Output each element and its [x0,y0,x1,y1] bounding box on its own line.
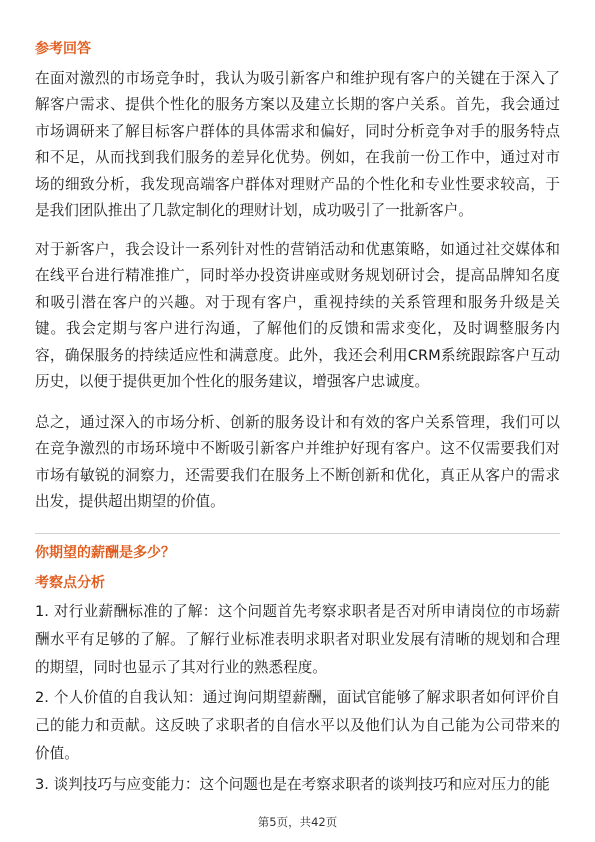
analysis-heading: 考察点分析 [35,575,105,591]
answer-paragraph-3: 总之，通过深入的市场分析、创新的服务设计和有效的客户关系管理，我们可以在竞争激烈的市场环境中不断吸引新客户并维护好现有客户。这不仅需要我们对市场有敏锐的洞察力，还需要我们在服务上不断创新和优化，真正从客户的需求出发，提供超出期望的价值。 [35,414,560,511]
page-number: 第5页，共42页 [257,815,338,829]
answer-heading: 参考回答 [35,41,91,57]
analysis-point-2: 2. 个人价值的自我认知：通过询问期望薪酬，面试官能够了解求职者如何评价自己的能力和贡献。这反映了求职者的自信水平以及他们认为自己能为公司带来的价值。 [35,689,560,762]
answer-paragraph-2: 对于新客户，我会设计一系列针对性的营销活动和优惠策略，如通过社交媒体和在线平台进行精准推广，同时举办投资讲座或财务规划研讨会，提高品牌知名度和吸引潜在客户的兴趣。对于现有客户，重视持续的关系管理和服务升级是关键。我会定期与客户进行沟通，了解他们的反馈和需求变化，及时调整服务内容，确保服务的持续适应性和满意度。此外，我还会利用CRM系统跟踪客户互动历史，以便于提供更加个性化的服务建议，增强客户忠诚度。 [35,241,560,391]
question-title: 你期望的薪酬是多少？ [35,545,175,561]
answer-paragraph-1: 在面对激烈的市场竞争时，我认为吸引新客户和维护现有客户的关键在于深入了解客户需求、提供个性化的服务方案以及建立长期的客户关系。首先，我会通过市场调研来了解目标客户群体的具体需求和偏好，同时分析竞争对手的服务特点和不足，从而找到我们服务的差异化优势。例如，在我前一份工作中，通过对市场的细致分析，我发现高端客户群体对理财产品的个性化和专业性要求较高，于是我们团队推出了几款定制化的理财计划，成功吸引了一批新客户。 [35,70,560,220]
analysis-point-1: 1. 对行业薪酬标准的了解：这个问题首先考察求职者是否对所申请岗位的市场薪酬水平有足够的了解。了解行业标准表明求职者对职业发展有清晰的规划和合理的期望，同时也显示了其对行业的熟悉程度。 [35,603,560,676]
section-divider [35,533,560,534]
analysis-point-3: 3. 谈判技巧与应变能力：这个问题也是在考察求职者的谈判技巧和应对压力的能 [35,776,550,793]
